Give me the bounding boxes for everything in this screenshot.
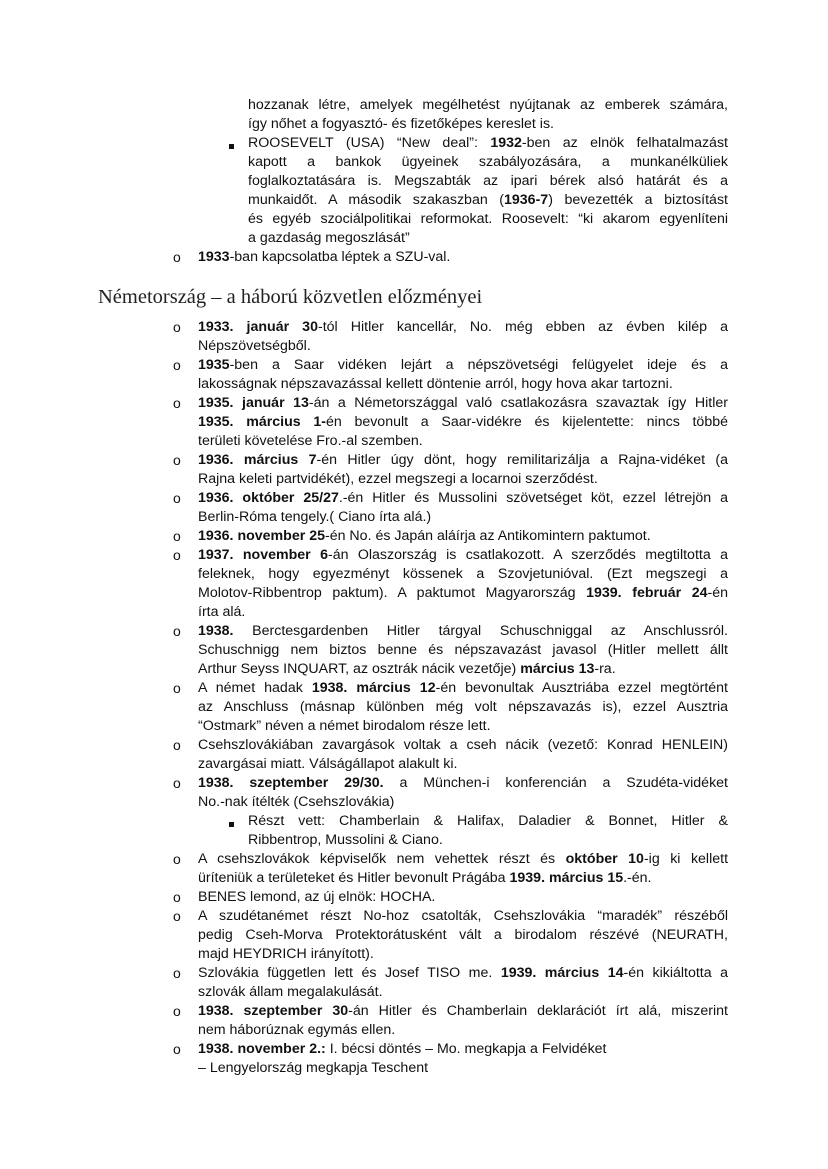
circle-bullet-icon: o xyxy=(173,395,181,411)
text-line: nem háborúznak egymás ellen. xyxy=(198,1022,396,1038)
text-line: Részt vett: Chamberlain & Halifax, Daladier & Bonnet, Hitler & xyxy=(248,813,728,829)
text-line: BENES lemond, az új elnök: HOCHA. xyxy=(198,889,436,905)
text-line: Csehszlovákiában zavargások voltak a cseh nácik (vezető: Konrad HENLEIN) xyxy=(198,737,728,753)
text-line: munkaidőt. A második szakaszban (1936-7) bevezették a biztosítást xyxy=(248,192,728,208)
circle-bullet-icon: o xyxy=(173,775,181,791)
text-line: 1935. március 1-én bevonult a Saar-vidékre és kijelentette: nincs többé xyxy=(198,414,728,430)
list-item xyxy=(198,394,728,451)
circle-bullet-icon: o xyxy=(173,908,181,924)
text-line: Szlovákia független lett és Josef TISO me. 1939. március 14-én kikiáltotta a xyxy=(198,965,728,981)
list-item xyxy=(198,451,728,489)
text-line: az Anschluss (másnap különben még volt népszavazás is), ezzel Ausztria xyxy=(198,699,728,715)
text-line: 1935. január 13-án a Németországgal való csatlakozásra szavaztak így Hitler xyxy=(198,395,728,411)
text-line: No.-nak ítélték (Csehszlovákia) xyxy=(198,794,395,810)
list-item xyxy=(198,527,728,546)
list-item xyxy=(198,318,728,356)
text-line: így nőhet a fogyasztó- és fizetőképes kereslet is. xyxy=(248,116,554,132)
roosevelt-new-deal-item xyxy=(248,134,728,248)
circle-bullet-icon: o xyxy=(173,547,181,563)
circle-bullet-icon: o xyxy=(173,965,181,981)
text-line: 1937. november 6-án Olaszország is csatlakozott. A szerződés megtiltotta a xyxy=(198,547,728,563)
list-item xyxy=(198,774,728,812)
text-line: foglalkoztatására is. Megszabták az ipari bérek alsó határát és a xyxy=(248,173,728,189)
circle-bullet-icon: o xyxy=(173,889,181,905)
text-line: 1936. október 25/27.-én Hitler és Mussolini szövetséget köt, ezzel létrejön a xyxy=(198,490,729,506)
text-line: pedig Cseh-Morva Protektorátusként vált a birodalom részévé (NEURATH, xyxy=(198,927,728,943)
list-item xyxy=(198,888,728,907)
text-line: A csehszlovákok képviselők nem vehettek részt és október 10-ig ki kellett xyxy=(198,851,729,867)
list-item xyxy=(198,1040,728,1078)
text-line: A német hadak 1938. március 12-én bevonultak Ausztriába ezzel megtörtént xyxy=(198,680,728,696)
circle-bullet-icon: o xyxy=(173,319,181,335)
text-line: – Lengyelország megkapja Teschent xyxy=(198,1060,429,1076)
text-line: Rajna keleti partvidékét), ezzel megszegi a locarnoi szerződést. xyxy=(198,471,598,487)
circle-bullet-icon: o xyxy=(173,452,181,468)
circle-bullet-icon: o xyxy=(173,249,181,265)
list-item xyxy=(198,489,728,527)
text-line: Schuschnigg nem biztos benne és népszavazást javasol (Hitler mellett állt xyxy=(198,642,728,658)
square-bullet-icon xyxy=(229,822,234,827)
list-item xyxy=(198,1002,728,1040)
text-line: a gazdaság megoszlását” xyxy=(248,230,410,246)
text-line: 1938. Berctesgardenben Hitler tárgyal Schuschniggal az Anschlussról. xyxy=(198,623,728,639)
list-item xyxy=(198,964,728,1002)
circle-bullet-icon: o xyxy=(173,528,181,544)
text-line: zavargásai miatt. Válságállapot alakult ki. xyxy=(198,756,458,772)
text-line: Berlin-Róma tengely.( Ciano írta alá.) xyxy=(198,509,432,525)
list-item xyxy=(198,356,728,394)
list-item xyxy=(198,907,728,964)
text-line: 1933-ban kapcsolatba léptek a SZU-val. xyxy=(198,249,451,265)
list-item xyxy=(198,546,728,622)
circle-bullet-icon: o xyxy=(173,357,181,373)
text-line: ROOSEVELT (USA) “New deal”: 1932-ben az elnök felhatalmazást xyxy=(248,135,728,151)
text-line: és egyéb szociálpolitikai reformokat. Roosevelt: “ki akarom egyenlíteni xyxy=(248,211,728,227)
circle-bullet-icon: o xyxy=(173,737,181,753)
circle-bullet-icon: o xyxy=(173,1003,181,1019)
list-item xyxy=(198,622,728,679)
circle-bullet-icon: o xyxy=(173,490,181,506)
szu-item xyxy=(198,248,728,267)
text-line: üríteniük a területeket és Hitler bevonult Prágába 1939. március 15.-én. xyxy=(198,870,652,886)
list-item xyxy=(248,812,728,850)
text-line: Arthur Seyss INQUART, az osztrák nácik vezetője) március 13-ra. xyxy=(198,661,616,677)
text-line: szlovák állam megalakulását. xyxy=(198,984,383,1000)
text-line: kapott a bankok ügyeinek szabályozására, a munkanélküliek xyxy=(248,154,728,170)
text-line: Népszövetségből. xyxy=(198,338,311,354)
square-bullet-icon xyxy=(229,144,234,149)
text-line: 1938. november 2.: I. bécsi döntés – Mo. megkapja a Felvidéket xyxy=(198,1041,607,1057)
text-line: 1933. január 30-tól Hitler kancellár, No. még ebben az évben kilép a xyxy=(198,319,728,335)
text-line: feleknek, hogy egyezményt kössenek a Szovjetunióval. (Ezt megszegi a xyxy=(198,566,728,582)
text-line: írta alá. xyxy=(198,604,246,620)
text-line: hozzanak létre, amelyek megélhetést nyújtanak az emberek számára, xyxy=(248,97,728,113)
text-line: 1936. március 7-én Hitler úgy dönt, hogy remilitarizálja a Rajna-vidéket (a xyxy=(198,452,728,468)
list-item xyxy=(198,679,728,736)
circle-bullet-icon: o xyxy=(173,623,181,639)
section-heading: Németország – a háború közvetlen előzményei xyxy=(98,286,483,308)
text-line: lakosságnak népszavazással kellett döntenie arról, hogy hova akar tartozni. xyxy=(198,376,673,392)
text-line: Ribbentrop, Mussolini & Ciano. xyxy=(248,832,443,848)
text-line: majd HEYDRICH irányított). xyxy=(198,946,374,962)
text-line: 1935-ben a Saar vidéken lejárt a népszövetségi felügyelet ideje és a xyxy=(198,357,728,373)
text-line: 1936. november 25-én No. és Japán aláírja az Antikomintern paktumot. xyxy=(198,528,651,544)
circle-bullet-icon: o xyxy=(173,1041,181,1057)
text-line: Molotov-Ribbentrop paktum). A paktumot Magyarország 1939. február 24-én xyxy=(198,585,728,601)
text-line: A szudétanémet részt No-hoz csatolták, Csehszlovákia “maradék” részéből xyxy=(198,908,728,924)
intro-paragraph-continuation xyxy=(248,96,728,134)
text-line: területi követelése Fro.-al szemben. xyxy=(198,433,423,449)
text-line: “Ostmark” néven a német birodalom része lett. xyxy=(198,718,491,734)
text-line: 1938. szeptember 30-án Hitler és Chamberlain deklarációt írt alá, miszerint xyxy=(198,1003,728,1019)
circle-bullet-icon: o xyxy=(173,851,181,867)
circle-bullet-icon: o xyxy=(173,680,181,696)
list-item xyxy=(198,736,728,774)
text-line: 1938. szeptember 29/30. a München-i konferencián a Szudéta-vidéket xyxy=(198,775,728,791)
list-item xyxy=(198,850,728,888)
